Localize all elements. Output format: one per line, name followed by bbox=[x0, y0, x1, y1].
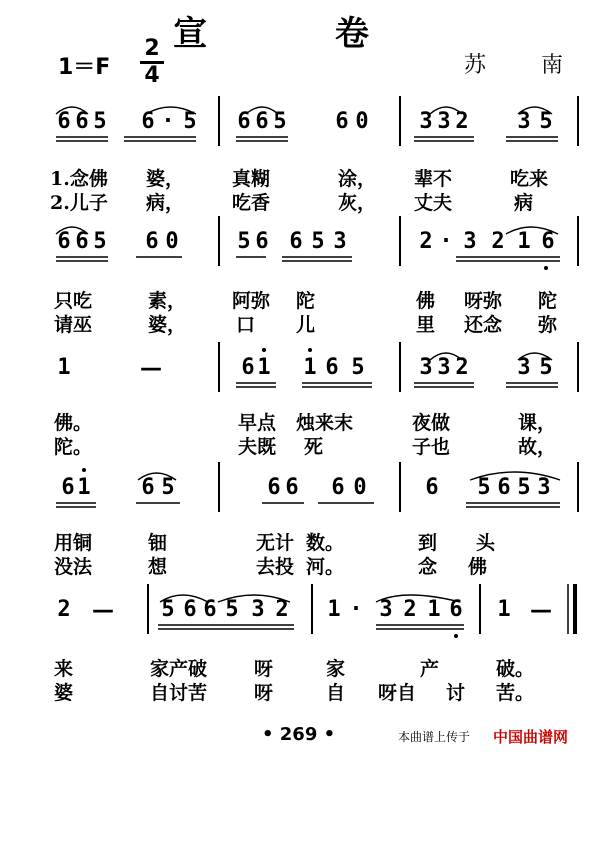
lyric-line bbox=[0, 528, 600, 552]
lyric: 只吃 bbox=[54, 290, 93, 312]
lyric: 自讨苦 bbox=[150, 682, 208, 704]
note: 1 bbox=[427, 597, 441, 622]
footer bbox=[0, 724, 600, 750]
note: 6 bbox=[335, 109, 349, 134]
note: 1 bbox=[77, 475, 91, 500]
note: 6 bbox=[61, 475, 75, 500]
lyric: 家产破 bbox=[150, 658, 208, 680]
note: 3 bbox=[437, 355, 451, 380]
lyric: 涂， bbox=[338, 168, 377, 190]
note: 1 bbox=[303, 355, 317, 380]
note: 2 bbox=[455, 355, 469, 380]
note: 5 bbox=[161, 597, 175, 622]
note: 3 bbox=[437, 109, 451, 134]
meter-top: 2 bbox=[144, 36, 160, 61]
lyric: 口 bbox=[236, 314, 256, 336]
note: 6 bbox=[331, 475, 345, 500]
lyric-line bbox=[0, 286, 600, 310]
lyric: 用铜 bbox=[54, 532, 93, 554]
lyric: 呀自 bbox=[378, 682, 417, 704]
lyric: 无计 bbox=[256, 532, 295, 554]
note: 2 bbox=[455, 109, 469, 134]
lyric: 产 bbox=[420, 658, 440, 680]
note: 6 bbox=[141, 475, 155, 500]
note: 6 bbox=[141, 109, 155, 134]
note: 3 bbox=[419, 355, 433, 380]
note: 5 bbox=[351, 355, 365, 380]
lyric-line bbox=[0, 432, 600, 456]
staff-row-2 bbox=[0, 216, 600, 276]
note: 5 bbox=[93, 229, 107, 254]
note: 3 bbox=[517, 355, 531, 380]
lyric: 还念 bbox=[464, 314, 503, 336]
note: 3 bbox=[517, 109, 531, 134]
lyric: 婆 bbox=[54, 682, 74, 704]
note: 3 bbox=[379, 597, 393, 622]
lyric: 请巫 bbox=[54, 314, 93, 336]
note: 5 bbox=[161, 475, 175, 500]
note-dash: — bbox=[140, 356, 162, 381]
note-dash: — bbox=[92, 598, 114, 623]
lyric: 佛 bbox=[468, 556, 488, 578]
lyric-line bbox=[0, 408, 600, 432]
note: 6 bbox=[325, 355, 339, 380]
note: 6 bbox=[203, 597, 217, 622]
lyric: 烛来末 bbox=[296, 412, 354, 434]
lyric: 夫既 bbox=[238, 436, 277, 458]
note: 3 bbox=[419, 109, 433, 134]
staff-row-5 bbox=[0, 584, 600, 644]
lyric: 到 bbox=[418, 532, 438, 554]
lyric: 弥 bbox=[538, 314, 558, 336]
lyric: 婆， bbox=[146, 168, 185, 190]
staff-row-4 bbox=[0, 462, 600, 522]
note-dot: · bbox=[439, 229, 453, 254]
note: 6 bbox=[57, 229, 71, 254]
note: 6 bbox=[255, 109, 269, 134]
lyric: 夜做 bbox=[412, 412, 451, 434]
lyric: 陀。 bbox=[54, 436, 93, 458]
note: 6 bbox=[75, 109, 89, 134]
lyric: 儿 bbox=[296, 314, 316, 336]
note: 2 bbox=[57, 597, 71, 622]
lyric-line bbox=[0, 552, 600, 576]
page-number: • 269 • bbox=[262, 724, 336, 745]
note: 6 bbox=[425, 475, 439, 500]
note: 5 bbox=[311, 229, 325, 254]
lyric: 阿弥 bbox=[232, 290, 271, 312]
note: 3 bbox=[537, 475, 551, 500]
note: 6 bbox=[449, 597, 463, 622]
lyric: 呀 bbox=[254, 658, 274, 680]
note: 2 bbox=[275, 597, 289, 622]
lyric: 2.儿子 bbox=[50, 192, 108, 214]
region-label: 苏 南 bbox=[464, 53, 587, 78]
note: 6 bbox=[541, 229, 555, 254]
note: 2 bbox=[403, 597, 417, 622]
note: 3 bbox=[251, 597, 265, 622]
upload-credit: 本曲谱上传于 bbox=[398, 730, 471, 744]
lyric: 辈不 bbox=[414, 168, 453, 190]
note: 3 bbox=[463, 229, 477, 254]
note: 1 bbox=[497, 597, 511, 622]
note: 6 bbox=[497, 475, 511, 500]
lyric-line bbox=[0, 678, 600, 702]
lyric-line bbox=[0, 654, 600, 678]
lyric: 吃香 bbox=[232, 192, 271, 214]
note: 5 bbox=[183, 109, 197, 134]
lyric: 子也 bbox=[412, 436, 451, 458]
note: 1 bbox=[57, 355, 71, 380]
note: 5 bbox=[237, 229, 251, 254]
lyric: 没法 bbox=[54, 556, 93, 578]
note: 5 bbox=[273, 109, 287, 134]
lyric: 课， bbox=[518, 412, 557, 434]
lyric: 家 bbox=[326, 658, 346, 680]
lyric: 故， bbox=[518, 436, 557, 458]
note: 6 bbox=[57, 109, 71, 134]
note: 5 bbox=[539, 355, 553, 380]
note: 6 bbox=[241, 355, 255, 380]
note: 2 bbox=[419, 229, 433, 254]
lyric: 灰， bbox=[338, 192, 377, 214]
note: 5 bbox=[539, 109, 553, 134]
lyric-line bbox=[0, 164, 600, 188]
lyric: 来 bbox=[54, 658, 74, 680]
lyric: 苦。 bbox=[496, 682, 535, 704]
note-dot: · bbox=[349, 597, 363, 622]
lyric: 1.念佛 bbox=[50, 168, 108, 190]
note-dash: — bbox=[530, 598, 552, 623]
staff-row-3-lines bbox=[0, 342, 600, 402]
lyric: 死 bbox=[304, 436, 324, 458]
note: 0 bbox=[353, 475, 367, 500]
note: 0 bbox=[355, 109, 369, 134]
staff-row-3 bbox=[0, 342, 600, 402]
lyric: 里 bbox=[416, 314, 436, 336]
lyric: 钿 bbox=[148, 532, 168, 554]
lyric: 病， bbox=[146, 192, 185, 214]
lyric: 丈夫 bbox=[414, 192, 453, 214]
note: 5 bbox=[225, 597, 239, 622]
meter-bottom: 4 bbox=[144, 63, 160, 88]
lyric: 自 bbox=[326, 682, 346, 704]
lyric: 讨 bbox=[446, 682, 466, 704]
lyric: 呀 bbox=[254, 682, 274, 704]
note: 6 bbox=[237, 109, 251, 134]
note: 2 bbox=[491, 229, 505, 254]
lyric-line bbox=[0, 188, 600, 212]
lyric: 头 bbox=[476, 532, 496, 554]
note: 1 bbox=[517, 229, 531, 254]
lyric: 数。 bbox=[306, 532, 345, 554]
lyric: 素， bbox=[148, 290, 187, 312]
lyric: 真糊 bbox=[232, 168, 271, 190]
note: 6 bbox=[255, 229, 269, 254]
lyric: 陀 bbox=[538, 290, 558, 312]
lyric: 吃来 bbox=[510, 168, 549, 190]
staff-row-1 bbox=[0, 96, 600, 156]
note: 6 bbox=[267, 475, 281, 500]
lyric: 佛。 bbox=[54, 412, 93, 434]
lyric: 佛 bbox=[416, 290, 436, 312]
note: 6 bbox=[285, 475, 299, 500]
note: 1 bbox=[257, 355, 271, 380]
lyric: 病 bbox=[514, 192, 534, 214]
note: 1 bbox=[327, 597, 341, 622]
note: 6 bbox=[75, 229, 89, 254]
staff-row-1-lines bbox=[0, 96, 600, 156]
lyric-line bbox=[0, 310, 600, 334]
note-dot: · bbox=[161, 109, 175, 134]
song-title: 宣 卷 bbox=[173, 14, 427, 54]
lyric: 破。 bbox=[496, 658, 535, 680]
lyric: 河。 bbox=[306, 556, 345, 578]
time-signature bbox=[140, 38, 164, 87]
note: 5 bbox=[477, 475, 491, 500]
note: 0 bbox=[165, 229, 179, 254]
lyric: 想 bbox=[148, 556, 168, 578]
note: 6 bbox=[145, 229, 159, 254]
note: 5 bbox=[517, 475, 531, 500]
note: 5 bbox=[93, 109, 107, 134]
lyric: 早点 bbox=[238, 412, 277, 434]
lyric: 婆， bbox=[148, 314, 187, 336]
site-logo: 中国曲谱网 bbox=[493, 728, 569, 746]
note: 6 bbox=[289, 229, 303, 254]
lyric: 陀 bbox=[296, 290, 316, 312]
lyric: 呀弥 bbox=[464, 290, 503, 312]
note: 3 bbox=[333, 229, 347, 254]
lyric: 念 bbox=[418, 556, 438, 578]
note: 6 bbox=[183, 597, 197, 622]
key-signature: 1＝F bbox=[58, 55, 111, 80]
lyric: 去投 bbox=[256, 556, 295, 578]
